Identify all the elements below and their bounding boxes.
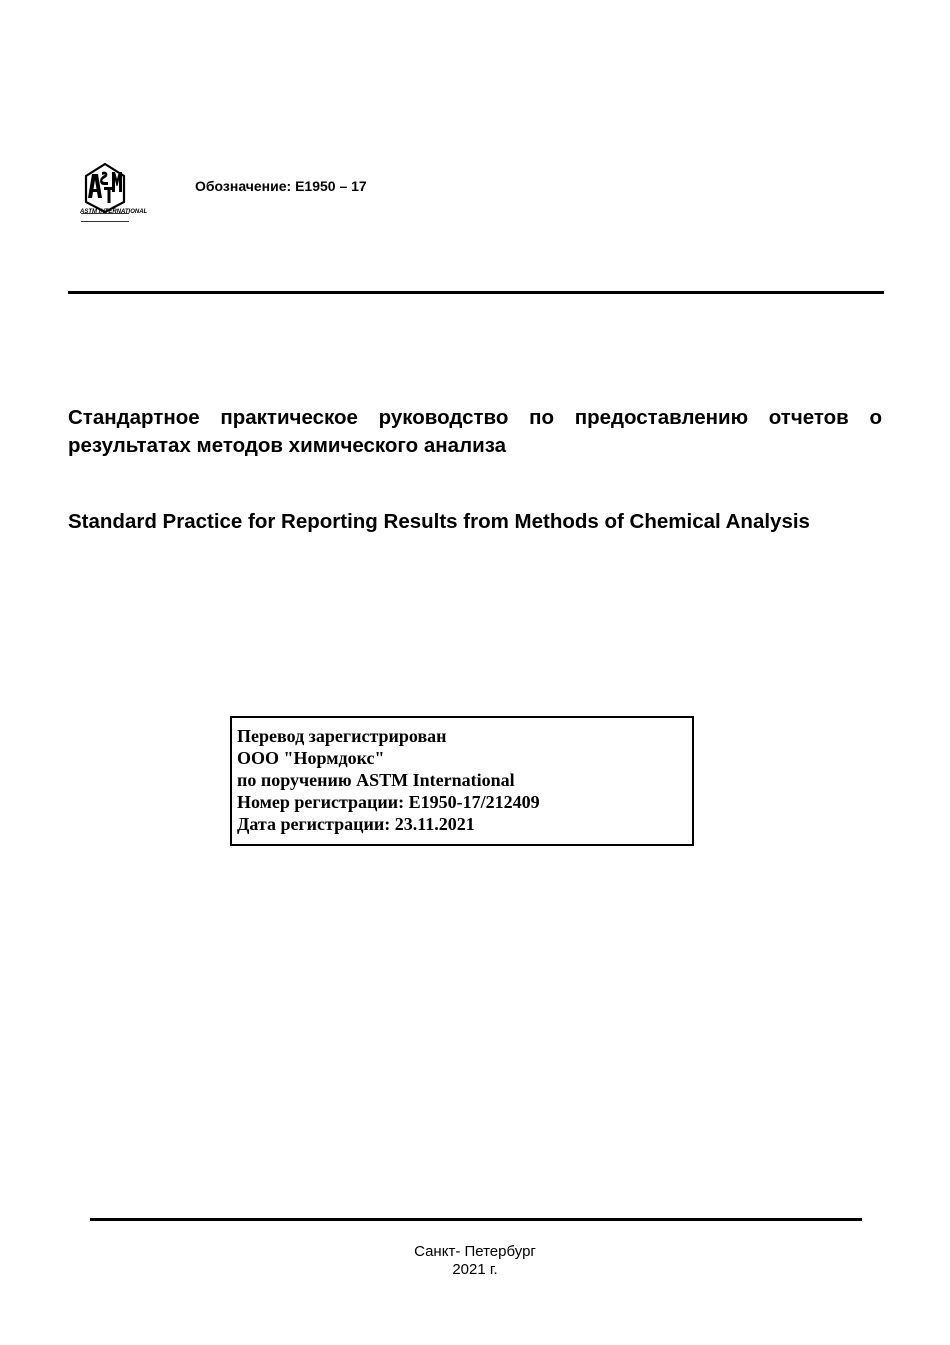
top-divider <box>68 291 884 294</box>
title-english: Standard Practice for Reporting Results from Methods of Chemical Analysis <box>68 510 810 533</box>
registration-line: Дата регистрации: 23.11.2021 <box>237 814 475 834</box>
registration-line: Перевод зарегистрирован <box>237 726 447 746</box>
document-designation: Обозначение: E1950 – 17 <box>195 178 367 194</box>
footer-year: 2021 г. <box>452 1261 498 1278</box>
registration-line: Номер регистрации: E1950-17/212409 <box>237 792 540 812</box>
registration-line: ООО "Нормдокс" <box>237 748 385 768</box>
registration-box <box>230 716 694 846</box>
footer-city: Санкт- Петербург <box>414 1243 536 1260</box>
registration-line: по поручению ASTM International <box>237 770 515 790</box>
bottom-divider <box>90 1218 862 1221</box>
logo-wordmark: ASTM INTERNATIONAL <box>80 209 148 215</box>
title-russian: Стандартное практическое руководство по предоставлению отчетов о результатах методов химического анализа <box>68 406 882 457</box>
